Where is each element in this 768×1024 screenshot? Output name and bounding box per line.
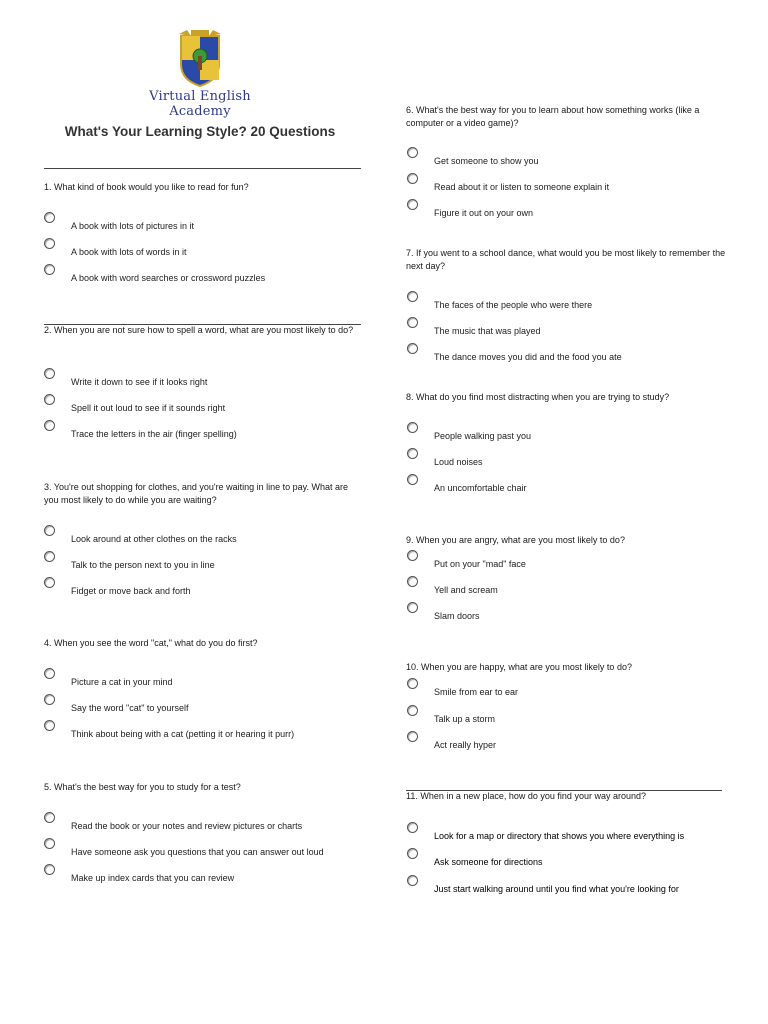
- option-label: Think about being with a cat (petting it or hearing it purr): [71, 729, 295, 739]
- option-label: Ask someone for directions: [434, 857, 543, 867]
- question-10-text: 10. When you are happy, what are you most likely to do?: [406, 662, 632, 672]
- option-label: Talk up a storm: [434, 714, 496, 724]
- radio-button[interactable]: [407, 147, 418, 158]
- radio-button[interactable]: [407, 550, 418, 561]
- option-label: Look around at other clothes on the racks: [71, 534, 237, 544]
- option-label: Fidget or move back and forth: [71, 586, 191, 596]
- option-label: Slam doors: [434, 611, 480, 621]
- option-label: Act really hyper: [434, 740, 497, 750]
- radio-button[interactable]: [44, 668, 55, 679]
- option-label: The music that was played: [434, 326, 541, 336]
- question-5-text: 5. What's the best way for you to study for a test?: [44, 782, 241, 792]
- radio-button[interactable]: [407, 705, 418, 716]
- question-8-text: 8. What do you find most distracting when you are trying to study?: [406, 392, 670, 402]
- page-title: What's Your Learning Style? 20 Questions: [64, 124, 336, 139]
- option-label: Talk to the person next to you in line: [71, 560, 215, 570]
- radio-button[interactable]: [407, 291, 418, 302]
- radio-button[interactable]: [407, 678, 418, 689]
- question-11-text: 11. When in a new place, how do you find your way around?: [406, 791, 646, 801]
- academy-name: Virtual English Academy: [149, 89, 251, 119]
- option-label: Put on your "mad" face: [434, 559, 526, 569]
- radio-button[interactable]: [44, 720, 55, 731]
- radio-button[interactable]: [44, 551, 55, 562]
- radio-button[interactable]: [407, 317, 418, 328]
- radio-button[interactable]: [44, 394, 55, 405]
- radio-button[interactable]: [44, 368, 55, 379]
- option-label: Figure it out on your own: [434, 208, 534, 218]
- option-label: Get someone to show you: [434, 156, 539, 166]
- option-label: Read the book or your notes and review pictures or charts: [71, 821, 303, 831]
- option-label: People walking past you: [434, 431, 532, 441]
- question-6-text: 6. What's the best way for you to learn about how something works (like a computer or a video game)?: [406, 105, 700, 128]
- radio-button[interactable]: [407, 199, 418, 210]
- option-label: Smile from ear to ear: [434, 687, 519, 697]
- radio-button[interactable]: [44, 577, 55, 588]
- option-label: Trace the letters in the air (finger spelling): [71, 429, 237, 439]
- academy-crest-logo: [177, 30, 223, 88]
- question-9-text: 9. When you are angry, what are you most likely to do?: [406, 535, 625, 545]
- radio-button[interactable]: [44, 694, 55, 705]
- radio-button[interactable]: [407, 173, 418, 184]
- option-label: Make up index cards that you can review: [71, 873, 235, 883]
- option-label: The dance moves you did and the food you ate: [434, 352, 622, 362]
- option-label: Picture a cat in your mind: [71, 677, 173, 687]
- radio-button[interactable]: [44, 420, 55, 431]
- option-label: A book with lots of words in it: [71, 247, 187, 257]
- radio-button[interactable]: [44, 238, 55, 249]
- question-4-text: 4. When you see the word "cat," what do you do first?: [44, 638, 258, 648]
- radio-button[interactable]: [407, 848, 418, 859]
- radio-button[interactable]: [407, 602, 418, 613]
- option-label: Say the word "cat" to yourself: [71, 703, 189, 713]
- question-7-text: 7. If you went to a school dance, what would you be most likely to remember the next day?: [406, 248, 726, 271]
- option-label: Just start walking around until you find what you're looking for: [434, 884, 679, 894]
- option-label: Have someone ask you questions that you can answer out loud: [71, 847, 324, 857]
- option-label: A book with word searches or crossword puzzles: [71, 273, 266, 283]
- option-label: Write it down to see if it looks right: [71, 377, 208, 387]
- radio-button[interactable]: [44, 864, 55, 875]
- radio-button[interactable]: [407, 448, 418, 459]
- section-divider: [44, 168, 361, 169]
- radio-button[interactable]: [407, 822, 418, 833]
- option-label: A book with lots of pictures in it: [71, 221, 195, 231]
- radio-button[interactable]: [407, 422, 418, 433]
- radio-button[interactable]: [407, 576, 418, 587]
- radio-button[interactable]: [44, 812, 55, 823]
- radio-button[interactable]: [407, 875, 418, 886]
- question-3-text: 3. You're out shopping for clothes, and you're waiting in line to pay. What are you most likely to do while you are waiting?: [44, 482, 348, 505]
- radio-button[interactable]: [407, 731, 418, 742]
- radio-button[interactable]: [44, 212, 55, 223]
- question-1-text: 1. What kind of book would you like to read for fun?: [44, 182, 249, 192]
- radio-button[interactable]: [407, 343, 418, 354]
- option-label: Spell it out loud to see if it sounds right: [71, 403, 226, 413]
- radio-button[interactable]: [44, 525, 55, 536]
- option-label: An uncomfortable chair: [434, 483, 527, 493]
- radio-button[interactable]: [44, 838, 55, 849]
- radio-button[interactable]: [407, 474, 418, 485]
- question-2-text: 2. When you are not sure how to spell a word, what are you most likely to do?: [44, 325, 354, 335]
- option-label: Loud noises: [434, 457, 483, 467]
- option-label: Read about it or listen to someone explain it: [434, 182, 610, 192]
- option-label: Look for a map or directory that shows you where everything is: [434, 831, 685, 841]
- radio-button[interactable]: [44, 264, 55, 275]
- option-label: Yell and scream: [434, 585, 498, 595]
- option-label: The faces of the people who were there: [434, 300, 593, 310]
